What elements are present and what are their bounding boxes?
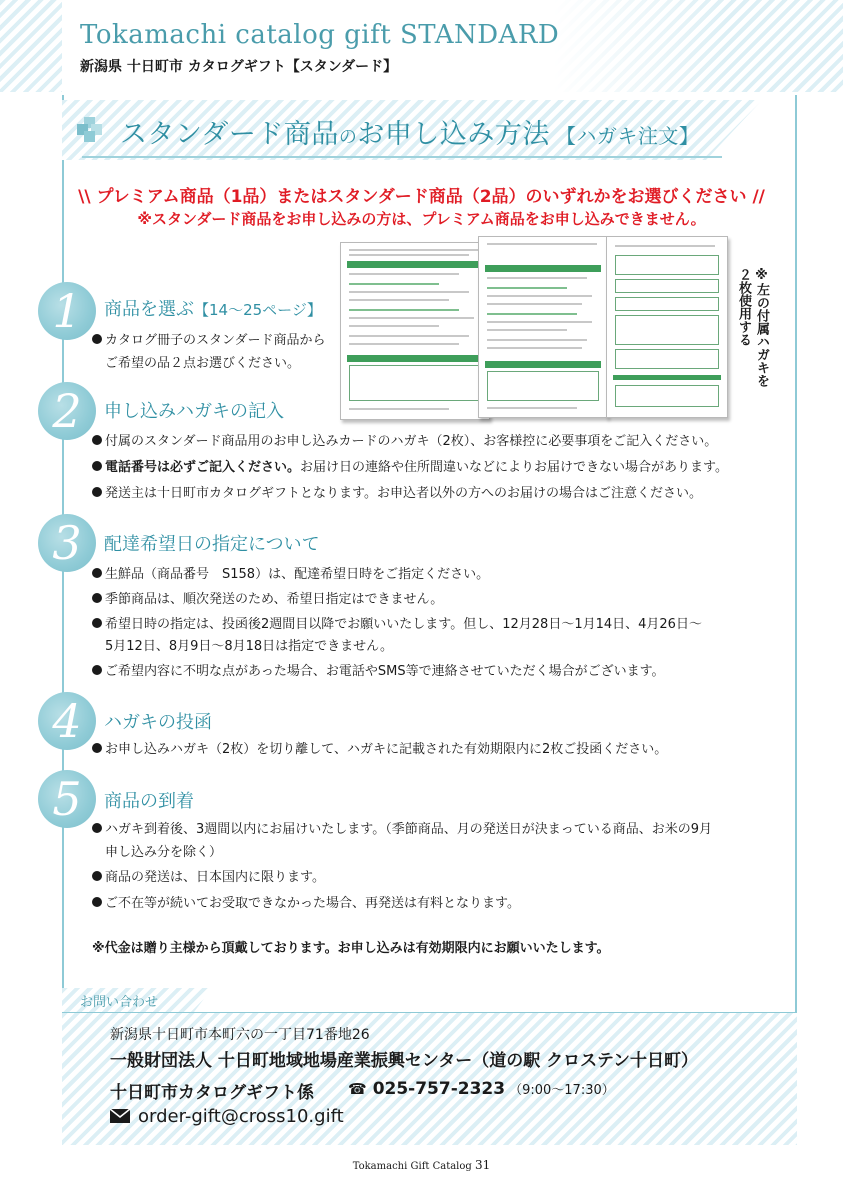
phone-hours: （9:00〜17:30） (509, 1083, 615, 1098)
side-note-line2: ２枚使用する (736, 268, 751, 346)
bullet-dot (92, 568, 102, 578)
step-1-page-ref: 【14〜25ページ】 (194, 301, 322, 319)
step-3-bullet (92, 565, 489, 585)
step-5-bullet (92, 820, 712, 840)
step-2-number: 2 (38, 382, 96, 440)
postcard-front-right (606, 236, 728, 418)
step-1-title (104, 295, 322, 321)
footer-text: Tokamachi Gift Catalog (352, 1161, 472, 1172)
heading-underline (82, 156, 722, 158)
restriction-notice: ※スタンダード商品をお申し込みの方は、プレミアム商品をお申し込みできません。 (137, 210, 706, 228)
section-heading (62, 100, 762, 160)
page-number: 31 (475, 1158, 491, 1172)
step-3-title: 配達希望日の指定について (104, 534, 320, 555)
contact-address: 新潟県十日町市本町六の一丁目71番地26 (110, 1027, 370, 1043)
catalog-title: Tokamachi catalog gift STANDARD (80, 20, 560, 50)
postcard-front-left (478, 236, 608, 418)
postcard-back (340, 242, 490, 420)
bullet-dot (92, 435, 102, 445)
bullet-dot (92, 871, 102, 881)
bullet-text: お申し込みハガキ（2枚）を切り離して、ハガキに記載された有効期限内に2枚ご投函ください。 (105, 742, 668, 757)
bullet-text: ハガキ到着後、3週間以内にお届けいたします。（季節商品、月の発送日が決まっている商品、お米の9月 (105, 822, 713, 837)
payment-note: ※代金は贈り主様から頂戴しております。お申し込みは有効期限内にお願いいたします。 (92, 941, 610, 956)
bullet-emphasis: 電話番号は必ずご記入ください。 (105, 460, 301, 475)
bullet-text: 発送主は十日町市カタログギフトとなります。お申込者以外の方へのお届けの場合はご注意ください。 (105, 486, 702, 501)
section-title-text: スタンダード商品 (120, 119, 339, 150)
postcard-illustration (340, 236, 730, 426)
bullet-dot (92, 823, 102, 833)
bullet-text: カタログ冊子のスタンダード商品から (105, 333, 326, 348)
bullet-dot (92, 487, 102, 497)
contact-organization: 一般財団法人 十日町地域地場産業振興センター（道の駅 クロステン十日町） (110, 1051, 698, 1071)
bullet-dot (92, 593, 102, 603)
selection-notice: \\ プレミアム商品（1品）またはスタンダード商品（2品）のいずれかをお選びください // (78, 187, 765, 207)
bullet-dot (92, 461, 102, 471)
step-3-bullet (92, 590, 443, 610)
step-5-bullet (92, 894, 520, 914)
section-title-particle: の (338, 127, 358, 148)
step-5-title: 商品の到着 (104, 791, 194, 812)
bullet-text: お届け日の連絡や住所間違いなどによりお届けできない場合があります。 (300, 460, 728, 475)
side-note-line1: ※左の付属ハガキを (754, 268, 769, 387)
step-5-number: 5 (38, 770, 96, 828)
phone-icon: ☎ (348, 1080, 367, 1098)
bullet-dot (92, 665, 102, 675)
postcard-side-note (732, 268, 782, 408)
contact-department: 十日町市カタログギフト係 (110, 1083, 314, 1103)
bullet-text: 生鮮品（商品番号 S158）は、配達希望日時をご指定ください。 (105, 567, 490, 582)
step-2-bullet (92, 432, 717, 452)
section-title-rest: お申し込み方法 (357, 119, 550, 150)
step-3-bullet (92, 615, 702, 635)
page-header (0, 0, 843, 92)
header-stripe-left (0, 0, 62, 92)
step-4-number: 4 (38, 692, 96, 750)
bullet-text: 付属のスタンダード商品用のお申し込みカードのハガキ（2枚）、お客様控に必要事項をご記入ください。 (105, 434, 718, 449)
bullet-dot (92, 743, 102, 753)
bullet-text: 商品の発送は、日本国内に限ります。 (105, 870, 325, 885)
bullet-dot (92, 618, 102, 628)
bullet-dot (92, 897, 102, 907)
contact-tab (62, 988, 212, 1012)
contact-label: お問い合わせ (80, 995, 159, 1010)
section-title-sub: 【ハガキ注文】 (555, 124, 700, 148)
page-footer (0, 1158, 843, 1172)
step-1-bullet-cont: ご希望の品２点お選びください。 (105, 356, 301, 371)
step-3-number: 3 (38, 514, 96, 572)
header-stripe-right (553, 0, 843, 92)
bullet-text: 季節商品は、順次発送のため、希望日指定はできません。 (105, 592, 444, 607)
step-1-title-text: 商品を選ぶ (104, 299, 194, 320)
cross-squares-icon (77, 117, 103, 143)
section-title (120, 112, 699, 151)
bullet-text: 希望日時の指定は、投函後2週間目以降でお願いいたします。但し、12月28日〜1月14日、4月26日〜 (105, 617, 702, 632)
step-2-bullet (92, 484, 702, 504)
catalog-subtitle: 新潟県 十日町市 カタログギフト【スタンダード】 (80, 59, 398, 75)
step-2-bullet (92, 458, 728, 478)
contact-phone (348, 1079, 615, 1099)
step-4-title: ハガキの投函 (104, 712, 212, 733)
step-1-bullet (92, 331, 325, 351)
frame-right-line (795, 95, 797, 1145)
step-5-bullet (92, 868, 325, 888)
step-1-number: 1 (38, 282, 96, 340)
step-5-bullet-cont: 申し込み分を除く） (105, 845, 223, 860)
contact-email (110, 1106, 344, 1127)
bullet-dot (92, 334, 102, 344)
email-address[interactable]: order-gift@cross10.gift (138, 1106, 344, 1127)
bullet-text: ご希望内容に不明な点があった場合、お電話やSMS等で連絡させていただく場合がございます。 (105, 664, 665, 679)
phone-number[interactable]: 025-757-2323 (372, 1079, 506, 1099)
bullet-text: ご不在等が続いてお受取できなかった場合、再発送は有料となります。 (105, 896, 520, 911)
step-4-bullet (92, 740, 667, 760)
mail-icon (110, 1109, 130, 1123)
step-3-bullet (92, 662, 665, 682)
step-3-bullet-cont: 5月12日、8月9日〜8月18日は指定できません。 (105, 639, 393, 654)
step-2-title: 申し込みハガキの記入 (104, 401, 284, 422)
